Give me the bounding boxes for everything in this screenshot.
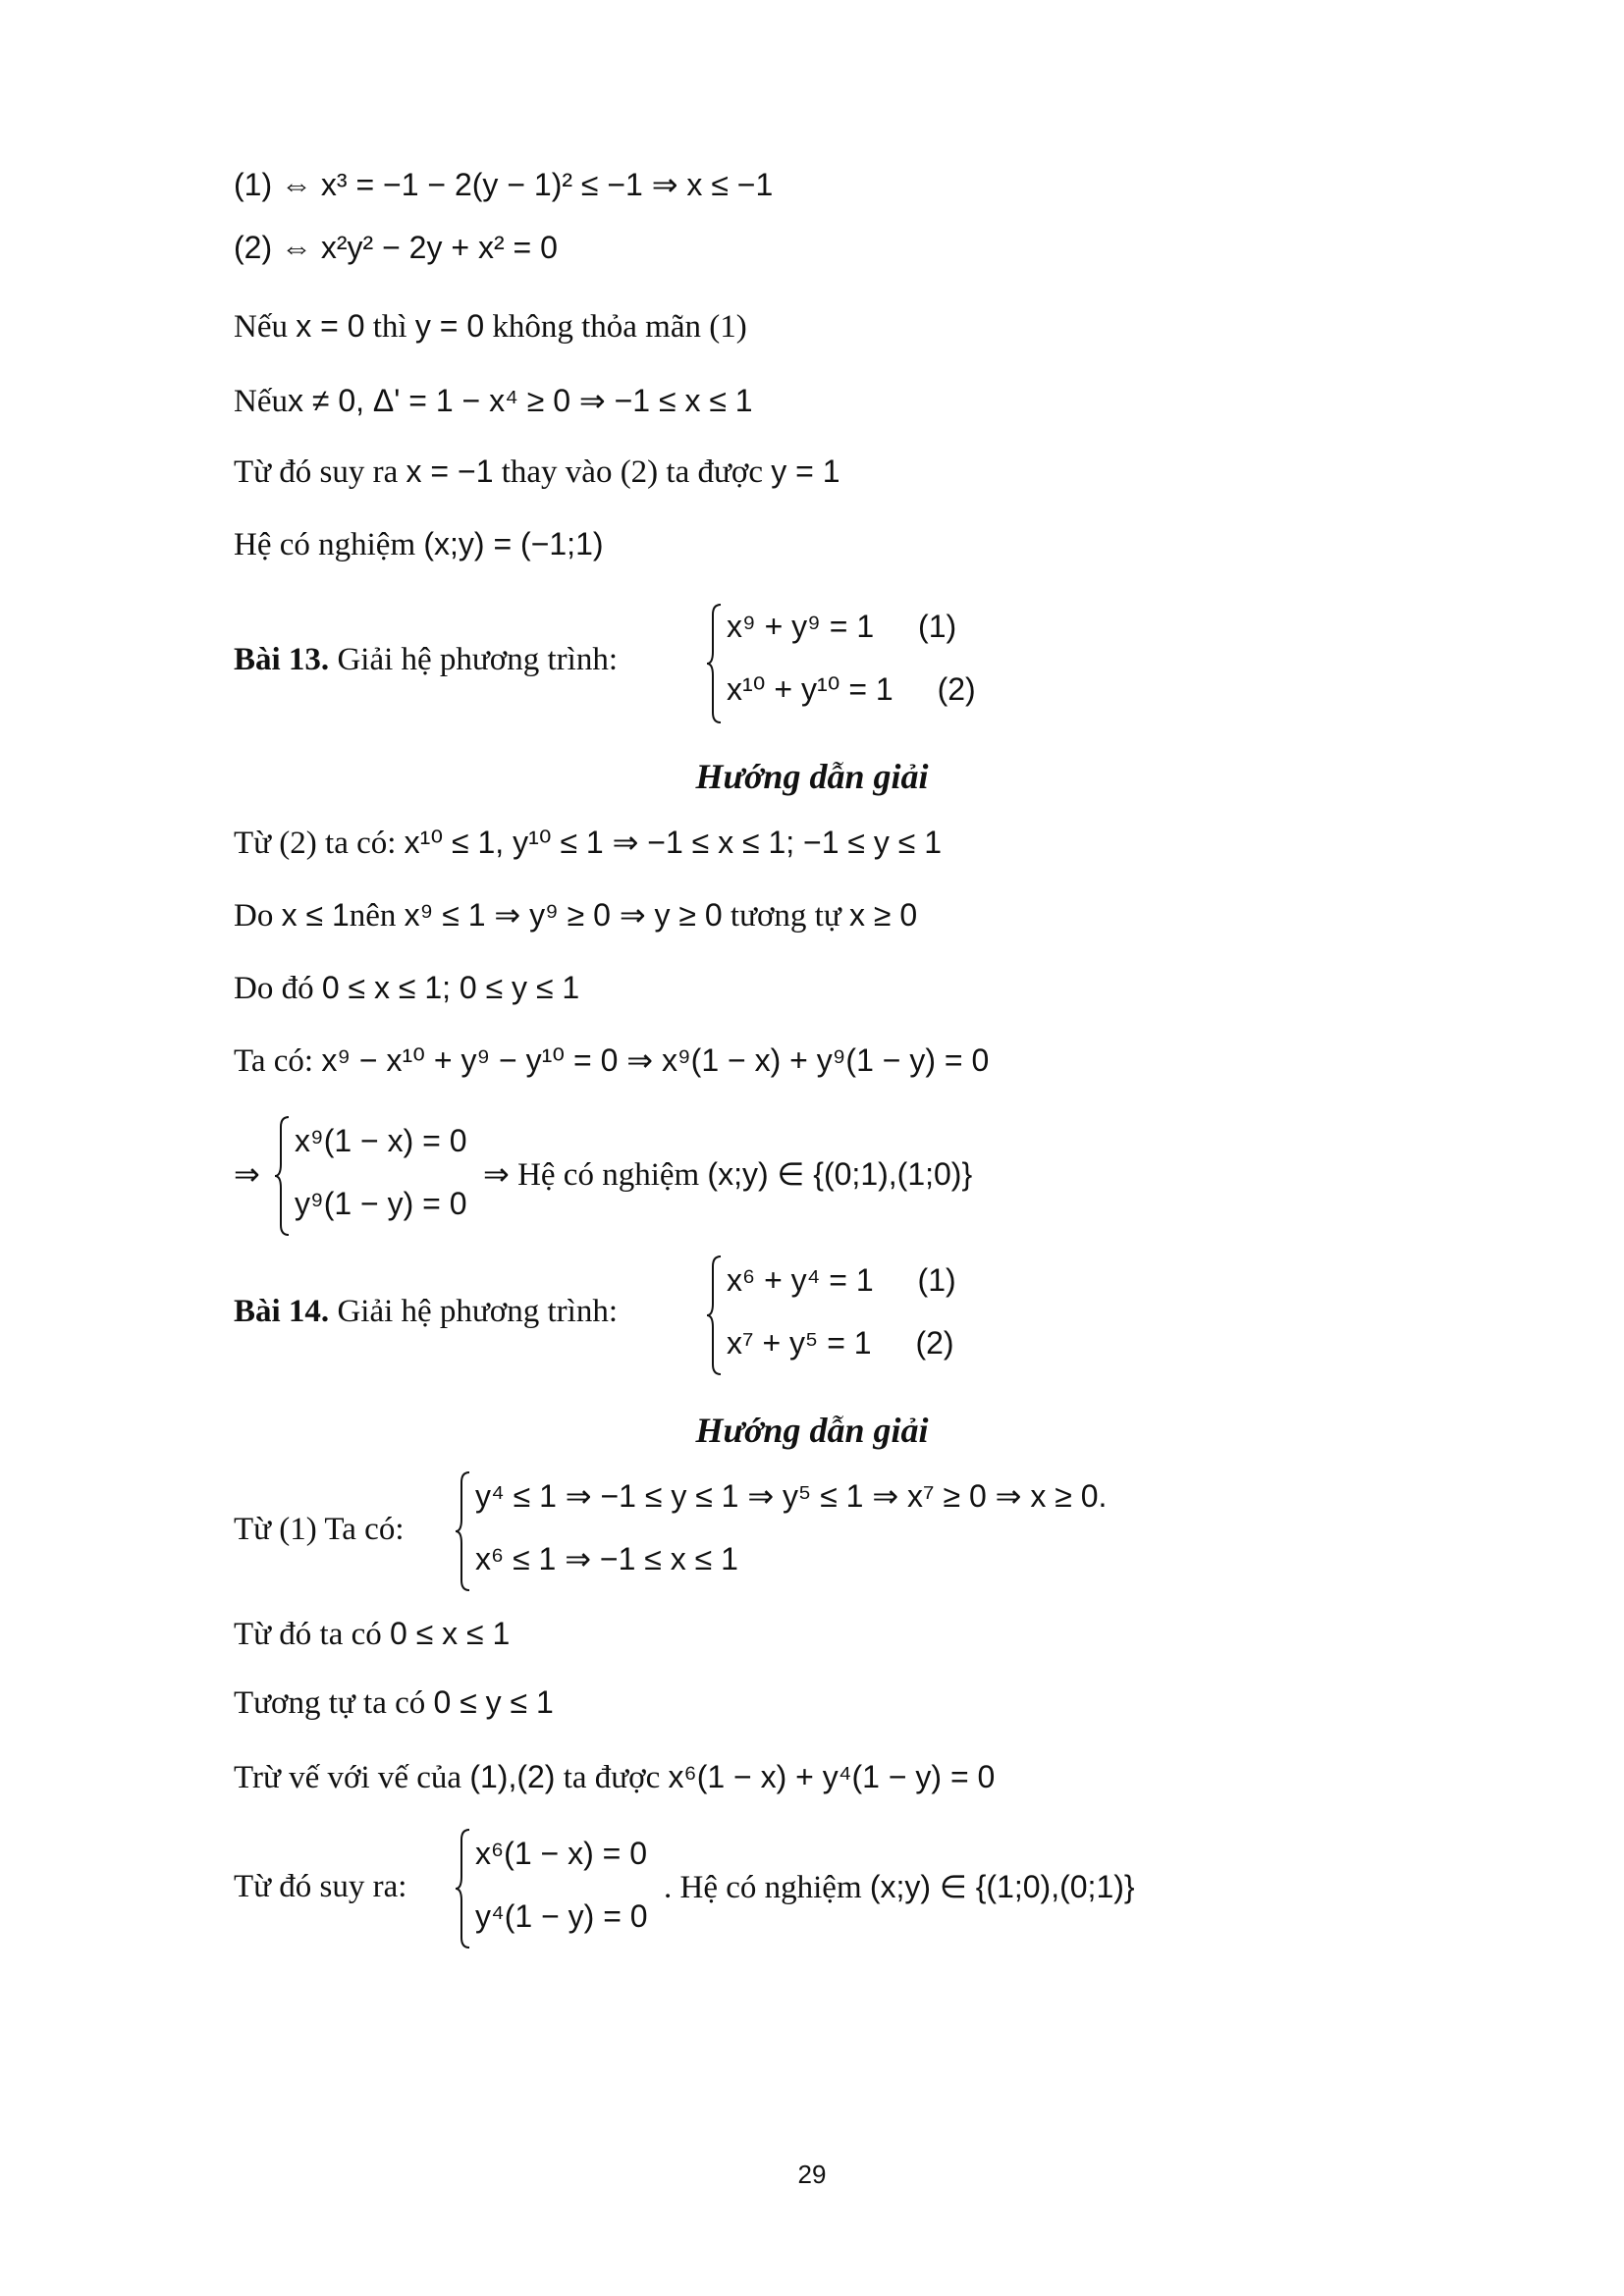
math: x¹⁰ ≤ 1, y¹⁰ ≤ 1 ⇒ −1 ≤ x ≤ 1; −1 ≤ y ≤ 1 [404,825,942,860]
text: Do [234,898,274,934]
equation-line-2 [234,232,558,263]
math: y = 0 [414,308,485,344]
equation-text: x⁹ + y⁹ = 1 [727,609,875,644]
text: . Hệ có nghiệm [664,1870,862,1905]
bai14-conclusion [664,1871,1135,1904]
exercise-label: Bài 14. [234,1294,330,1329]
exercise-prompt: Giải hệ phương trình: [337,1294,618,1329]
bai14-step-3 [234,1686,554,1720]
text: Do đó [234,971,314,1006]
bai13-step-2 [234,899,917,933]
math: x = −1 [406,454,494,489]
text: không thỏa mãn (1) [492,309,747,345]
left-brace-icon [705,1255,723,1376]
bai14-prompt [234,1296,618,1328]
bai13-implies: ⇒ [234,1156,260,1192]
text-line-3 [234,310,747,344]
text: Nếu [234,384,288,419]
left-brace-icon [705,603,723,724]
text: Hệ có nghiệm [234,527,416,562]
bai14-step-5-label: Từ đó suy ra: [234,1869,407,1904]
text: Hệ có nghiệm [517,1157,700,1193]
text: ta được [563,1760,661,1795]
text: thay vào (2) ta được [501,454,763,490]
exercise-label: Bài 13. [234,642,330,677]
bai13-step5-eq2: y⁹(1 − y) = 0 [295,1186,467,1221]
bai13-eq1 [727,611,956,642]
bai14-step1-eq1: y⁴ ≤ 1 ⇒ −1 ≤ y ≤ 1 ⇒ y⁵ ≤ 1 ⇒ x⁷ ≥ 0 ⇒ x ≥ 0. [475,1478,1108,1514]
math: x ≠ 0, Δ' = 1 − x⁴ ≥ 0 ⇒ −1 ≤ x ≤ 1 [287,383,753,418]
text-line-4 [234,385,753,418]
text: Tương tự ta có [234,1685,426,1721]
equation-tag: (1) [917,1262,956,1298]
math: x = 0 [296,308,365,344]
bai13-prompt [234,644,618,676]
bai13-step-4 [234,1044,989,1078]
text: Ta có: [234,1043,314,1079]
equation-text: x¹⁰ + y¹⁰ = 1 [727,671,893,707]
bai14-step5-system [454,1828,670,1949]
equation-text: x⁶ + y⁴ = 1 [727,1262,874,1298]
equation-line-1 [234,169,773,200]
bai13-step-1 [234,827,942,860]
math: (x;y) ∈ {(1;0),(0;1)} [869,1869,1135,1904]
bai13-step-3 [234,972,579,1005]
page-number: 29 [797,2160,827,2189]
math: 0 ≤ x ≤ 1 [390,1616,511,1651]
equation-text: x⁷ + y⁵ = 1 [727,1325,872,1361]
bai14-solution-heading: Hướng dẫn giải [695,1411,929,1450]
bai13-solution-heading: Hướng dẫn giải [695,757,929,796]
math: (1),(2) [469,1759,556,1794]
text: Nếu [234,309,288,345]
bai14-step-1-label: Từ (1) Ta có: [234,1512,405,1547]
exercise-prompt: Giải hệ phương trình: [337,642,618,677]
bai14-system [705,1255,1000,1376]
math: 0 ≤ y ≤ 1 [433,1684,554,1720]
bai13-step5-system [273,1115,499,1237]
math: x⁹ − x¹⁰ + y⁹ − y¹⁰ = 0 ⇒ x⁹(1 − x) + y⁹(1 − y) = 0 [321,1042,990,1078]
equation-tag: (2) [937,671,976,707]
math: (x;y) ∈ {(0;1),(1;0)} [707,1156,973,1192]
text: Từ (2) ta có: [234,826,397,861]
math: y = 1 [771,454,840,489]
math: x⁶(1 − x) + y⁴(1 − y) = 0 [668,1759,996,1794]
equation-text: (2) ⇔ x²y² − 2y + x² = 0 [234,230,558,265]
math: x ≥ 0 [848,897,918,933]
bai14-eq2 [727,1327,954,1359]
bai14-eq1 [727,1264,956,1296]
math: (x;y) = (−1;1) [423,526,604,561]
equation-tag: (1) [918,609,957,644]
text: tương tự [730,898,841,934]
bai13-system [705,603,1000,724]
bai13-eq2 [727,673,976,705]
math: x ≤ 1 [281,897,350,933]
text: Từ đó ta có [234,1617,382,1652]
math: 0 ≤ x ≤ 1; 0 ≤ y ≤ 1 [321,970,580,1005]
text-line-6 [234,528,604,561]
math: x⁹ ≤ 1 ⇒ y⁹ ≥ 0 ⇒ y ≥ 0 [404,897,723,933]
bai14-step5-eq1: x⁶(1 − x) = 0 [475,1836,648,1871]
text: Từ đó suy ra [234,454,399,490]
text: Trừ vế với vế của [234,1760,462,1795]
text: nên [349,898,397,934]
bai14-step5-eq2: y⁴(1 − y) = 0 [475,1898,648,1934]
bai14-step1-system [454,1470,1161,1592]
left-brace-icon [273,1115,291,1237]
bai14-step-4 [234,1761,995,1794]
bai14-step-2 [234,1618,510,1651]
text: thì [372,309,407,345]
bai13-conclusion [483,1158,972,1192]
left-brace-icon [454,1828,471,1949]
bai14-step1-eq2: x⁶ ≤ 1 ⇒ −1 ≤ x ≤ 1 [475,1541,738,1576]
left-brace-icon [454,1470,471,1592]
math: ⇒ [483,1156,510,1192]
bai13-step5-eq1: x⁹(1 − x) = 0 [295,1123,467,1158]
equation-tag: (2) [915,1325,954,1361]
equation-text: (1) ⇔ x³ = −1 − 2(y − 1)² ≤ −1 ⇒ x ≤ −1 [234,167,774,202]
text-line-5 [234,455,840,489]
